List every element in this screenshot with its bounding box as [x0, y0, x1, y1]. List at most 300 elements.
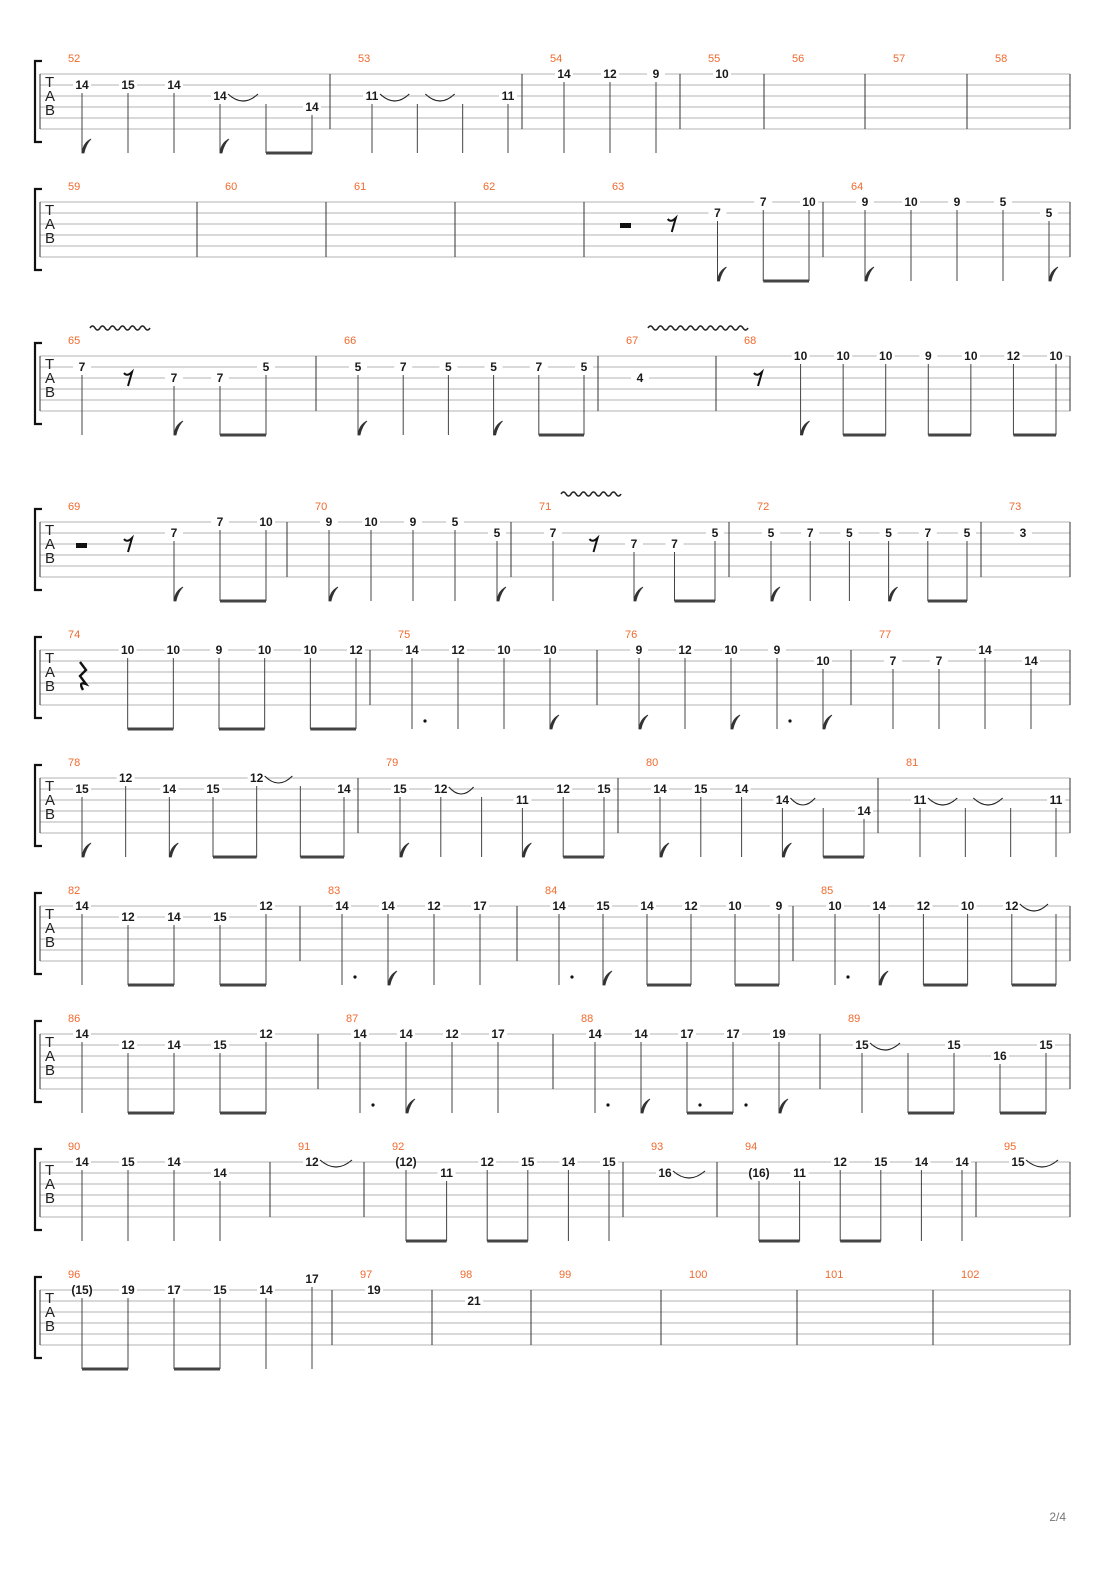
- fret-number: 9: [325, 515, 333, 529]
- page-number: 2/4: [1049, 1510, 1066, 1524]
- fret-number: 12: [451, 643, 465, 657]
- measure-number: 72: [757, 501, 770, 513]
- fret-number: 5: [262, 360, 270, 374]
- measure-number: 55: [708, 53, 721, 65]
- tie-arc: [380, 94, 409, 101]
- tie-arc: [928, 798, 957, 805]
- fret-number: 15: [1039, 1038, 1053, 1052]
- fret-number: 14: [213, 89, 227, 103]
- eighth-rest: [124, 538, 132, 552]
- fret-number: 14: [640, 899, 654, 913]
- fret-number: 7: [630, 537, 638, 551]
- tab-staff: [0, 496, 1110, 624]
- tab-clef-letter: A: [45, 1048, 56, 1065]
- fret-number: 12: [349, 643, 363, 657]
- fret-number: 19: [121, 1283, 135, 1297]
- measure-number: 90: [68, 1141, 81, 1153]
- tab-system: [0, 752, 1110, 880]
- measure-number: 61: [354, 181, 367, 193]
- fret-number: 12: [118, 771, 133, 785]
- fret-number: 10: [724, 643, 738, 657]
- tie-arc: [449, 787, 474, 794]
- note-flag: [782, 843, 791, 857]
- fret-number: 5: [490, 360, 497, 374]
- tie-arc: [320, 1160, 352, 1167]
- fret-number: 14: [872, 899, 886, 913]
- tie-arc: [673, 1171, 705, 1178]
- fret-number: 15: [121, 1155, 135, 1169]
- duration-dot: [788, 719, 791, 722]
- duration-dot: [423, 719, 426, 722]
- fret-number: 7: [216, 515, 224, 529]
- tab-staff: [0, 1008, 1110, 1136]
- fret-number: 14: [914, 1155, 929, 1169]
- tab-clef-letter: B: [45, 1190, 56, 1207]
- fret-number: 9: [635, 643, 643, 657]
- measure-number: 68: [744, 335, 757, 347]
- measure-number: 75: [398, 629, 411, 641]
- fret-number: 9: [953, 195, 961, 209]
- note-flag: [1049, 267, 1058, 281]
- note-flag: [641, 1099, 650, 1113]
- duration-dot: [353, 975, 356, 978]
- measure-number: 98: [460, 1269, 473, 1281]
- tab-staff: [0, 176, 1110, 304]
- fret-number: 10: [828, 899, 842, 913]
- fret-number: 14: [335, 899, 349, 913]
- fret-number: 14: [399, 1027, 413, 1041]
- fret-number: 14: [653, 782, 667, 796]
- half-rest: [620, 223, 631, 228]
- fret-number: 14: [381, 899, 395, 913]
- tie-arc: [228, 94, 258, 101]
- tab-clef-letter: A: [45, 216, 56, 233]
- fret-number: 7: [170, 371, 178, 385]
- tab-clef-letter: T: [45, 1162, 55, 1179]
- measure-number: 96: [68, 1269, 81, 1281]
- fret-number: 14: [557, 67, 571, 81]
- fret-number: 9: [215, 643, 223, 657]
- fret-number: 17: [305, 1272, 319, 1286]
- fret-number: 15: [855, 1038, 869, 1052]
- fret-number: 5: [445, 360, 452, 374]
- fret-number: 12: [121, 1038, 135, 1052]
- fret-number: 15: [213, 1038, 227, 1052]
- fret-number: 14: [162, 782, 177, 796]
- measure-number: 71: [539, 501, 552, 513]
- fret-number: 12: [249, 771, 264, 785]
- fret-number: 9: [409, 515, 417, 529]
- duration-dot: [698, 1103, 701, 1106]
- fret-number: 12: [678, 643, 692, 657]
- tab-clef-letter: T: [45, 778, 55, 795]
- fret-number: 14: [978, 643, 992, 657]
- tab-system: [0, 1264, 1110, 1392]
- fret-number: 14: [955, 1155, 969, 1169]
- note-flag: [779, 1099, 788, 1113]
- tab-system: [0, 330, 1110, 458]
- tab-clef-letter: T: [45, 906, 55, 923]
- note-flag: [718, 267, 727, 281]
- measure-number: 73: [1009, 501, 1022, 513]
- fret-number: 14: [259, 1283, 273, 1297]
- measure-number: 79: [386, 757, 399, 769]
- fret-number: 15: [947, 1038, 961, 1052]
- measure-number: 62: [483, 181, 496, 193]
- note-flag: [879, 971, 888, 985]
- fret-number: 14: [167, 78, 181, 92]
- fret-number: 7: [924, 526, 932, 540]
- system-bracket: [35, 1277, 42, 1358]
- system-bracket: [35, 509, 42, 590]
- tab-system: [0, 1008, 1110, 1136]
- tie-arc: [973, 798, 1002, 805]
- note-flag: [550, 715, 559, 729]
- fret-number: 3: [1019, 526, 1027, 540]
- fret-number: 11: [516, 793, 529, 807]
- fret-number: 10: [802, 195, 816, 209]
- fret-number: 9: [775, 899, 783, 913]
- fret-number: 10: [715, 67, 729, 81]
- fret-number: 19: [772, 1027, 786, 1041]
- note-flag: [865, 267, 874, 281]
- note-flag: [220, 139, 229, 153]
- note-flag: [406, 1099, 415, 1113]
- fret-number: 7: [216, 371, 224, 385]
- eighth-rest: [754, 372, 762, 386]
- fret-number: 15: [602, 1155, 616, 1169]
- note-flag: [494, 421, 503, 435]
- fret-number: 7: [935, 654, 943, 668]
- fret-number: 12: [259, 1027, 273, 1041]
- fret-number: 12: [556, 782, 570, 796]
- measure-number: 101: [825, 1269, 844, 1281]
- note-flag: [174, 421, 183, 435]
- measure-number: 91: [298, 1141, 311, 1153]
- fret-number: 14: [305, 100, 319, 114]
- note-flag: [358, 421, 367, 435]
- note-flag: [823, 715, 832, 729]
- fret-number: 10: [257, 643, 272, 657]
- measure-number: 60: [225, 181, 238, 193]
- eighth-rest: [124, 372, 132, 386]
- measure-number: 80: [646, 757, 659, 769]
- fret-number: 9: [861, 195, 869, 209]
- measure-number: 92: [392, 1141, 405, 1153]
- fret-number: 7: [889, 654, 897, 668]
- fret-number: 14: [857, 804, 871, 818]
- tab-staff: [0, 1136, 1110, 1264]
- fret-number: 15: [597, 782, 611, 796]
- fret-number: 14: [75, 78, 89, 92]
- fret-number: 7: [399, 360, 407, 374]
- tab-staff: [0, 752, 1110, 880]
- fret-number: 15: [393, 782, 407, 796]
- fret-number: 5: [999, 195, 1007, 209]
- eighth-rest: [590, 538, 598, 552]
- tab-clef-letter: T: [45, 74, 55, 91]
- fret-number: 15: [121, 78, 135, 92]
- measure-number: 100: [689, 1269, 708, 1281]
- measure-number: 58: [995, 53, 1008, 65]
- fret-number: 7: [671, 537, 678, 551]
- tab-staff: [0, 880, 1110, 1008]
- tie-arc: [790, 798, 815, 805]
- fret-number: 15: [206, 782, 220, 796]
- fret-number: 15: [596, 899, 610, 913]
- note-flag: [639, 715, 648, 729]
- fret-number: 15: [213, 910, 227, 924]
- measure-number: 78: [68, 757, 81, 769]
- fret-number: 12: [684, 899, 698, 913]
- note-flag: [603, 971, 612, 985]
- note-flag: [660, 843, 669, 857]
- tab-clef-letter: T: [45, 1034, 55, 1051]
- tab-system: [0, 176, 1110, 304]
- fret-number: 12: [305, 1155, 319, 1169]
- fret-number: 7: [714, 206, 721, 220]
- fret-number: 17: [680, 1027, 694, 1041]
- fret-number: 14: [734, 782, 749, 796]
- tab-clef-letter: B: [45, 1318, 56, 1335]
- measure-number: 99: [559, 1269, 572, 1281]
- fret-number: 14: [75, 899, 89, 913]
- fret-number: 7: [535, 360, 543, 374]
- measure-number: 102: [961, 1269, 980, 1281]
- note-flag: [174, 587, 183, 601]
- fret-number: 11: [501, 89, 515, 103]
- fret-number: (15): [71, 1283, 93, 1297]
- measure-number: 63: [612, 181, 625, 193]
- fret-number: 14: [167, 1155, 181, 1169]
- tab-clef-letter: A: [45, 370, 56, 387]
- fret-number: 9: [773, 643, 781, 657]
- tab-clef-letter: A: [45, 1176, 56, 1193]
- tab-clef-letter: T: [45, 650, 55, 667]
- fret-number: 9: [652, 67, 660, 81]
- fret-number: (16): [748, 1166, 770, 1180]
- tab-clef-letter: T: [45, 1290, 55, 1307]
- fret-number: 7: [806, 526, 814, 540]
- note-flag: [522, 843, 531, 857]
- note-flag: [731, 715, 740, 729]
- fret-number: 10: [816, 654, 830, 668]
- measure-number: 74: [68, 629, 81, 641]
- fret-number: 10: [836, 349, 850, 363]
- tie-arc: [425, 94, 454, 101]
- fret-number: 15: [874, 1155, 888, 1169]
- fret-number: 10: [259, 515, 273, 529]
- fret-number: 17: [473, 899, 487, 913]
- fret-number: 11: [793, 1166, 806, 1180]
- fret-number: 15: [521, 1155, 535, 1169]
- duration-dot: [371, 1103, 374, 1106]
- tab-clef-letter: T: [45, 356, 55, 373]
- fret-number: 11: [913, 793, 927, 807]
- system-bracket: [35, 189, 42, 270]
- fret-number: 17: [167, 1283, 181, 1297]
- measure-number: 88: [581, 1013, 594, 1025]
- fret-number: 12: [833, 1155, 847, 1169]
- tie-arc: [870, 1043, 900, 1050]
- fret-number: 12: [916, 899, 931, 913]
- tab-clef-letter: B: [45, 1062, 56, 1079]
- note-flag: [169, 843, 178, 857]
- fret-number: 16: [993, 1049, 1007, 1063]
- fret-number: 14: [167, 1038, 181, 1052]
- measure-number: 84: [545, 885, 558, 897]
- fret-number: (12): [395, 1155, 417, 1169]
- tie-arc: [265, 776, 293, 783]
- measure-number: 59: [68, 181, 81, 193]
- half-rest: [76, 543, 87, 548]
- tab-staff: [0, 48, 1110, 176]
- tab-clef-letter: T: [45, 522, 55, 539]
- tab-clef-letter: A: [45, 920, 56, 937]
- vibrato-mark: [90, 326, 150, 330]
- measure-number: 77: [879, 629, 892, 641]
- duration-dot: [606, 1103, 609, 1106]
- fret-number: 12: [259, 899, 273, 913]
- note-flag: [82, 843, 91, 857]
- quarter-rest: [80, 662, 86, 690]
- fret-number: 15: [75, 782, 89, 796]
- tab-staff: [0, 1264, 1110, 1392]
- tab-clef-letter: B: [45, 102, 56, 119]
- fret-number: 15: [213, 1283, 227, 1297]
- duration-dot: [744, 1103, 747, 1106]
- duration-dot: [570, 975, 573, 978]
- fret-number: 12: [427, 899, 441, 913]
- measure-number: 70: [315, 501, 328, 513]
- measure-number: 57: [893, 53, 906, 65]
- system-bracket: [35, 893, 42, 974]
- measure-number: 94: [745, 1141, 758, 1153]
- fret-number: 14: [775, 793, 790, 807]
- note-flag: [82, 139, 91, 153]
- tab-clef-letter: A: [45, 88, 56, 105]
- measure-number: 53: [358, 53, 371, 65]
- measure-number: 97: [360, 1269, 373, 1281]
- tab-clef-letter: B: [45, 934, 56, 951]
- fret-number: 10: [1049, 349, 1063, 363]
- tab-clef-letter: A: [45, 536, 56, 553]
- fret-number: 11: [1049, 793, 1063, 807]
- fret-number: 14: [1024, 654, 1038, 668]
- fret-number: 10: [960, 899, 975, 913]
- tab-clef-letter: A: [45, 792, 56, 809]
- fret-number: 5: [885, 526, 892, 540]
- fret-number: 7: [549, 526, 557, 540]
- tab-staff: [0, 624, 1110, 752]
- eighth-rest: [668, 218, 676, 232]
- measure-number: 87: [346, 1013, 359, 1025]
- fret-number: 10: [879, 349, 893, 363]
- fret-number: 15: [1011, 1155, 1025, 1169]
- fret-number: 11: [365, 89, 379, 103]
- tab-clef-letter: B: [45, 384, 56, 401]
- fret-number: 5: [711, 526, 719, 540]
- fret-number: 10: [728, 899, 742, 913]
- measure-number: 67: [626, 335, 639, 347]
- fret-number: 10: [497, 643, 511, 657]
- tab-clef-letter: B: [45, 230, 56, 247]
- tab-clef-letter: A: [45, 664, 56, 681]
- fret-number: 12: [434, 782, 448, 796]
- system-bracket: [35, 765, 42, 846]
- tab-system: [0, 48, 1110, 176]
- fret-number: 17: [726, 1027, 740, 1041]
- tie-arc: [1026, 1160, 1058, 1167]
- fret-number: 4: [636, 371, 644, 385]
- measure-number: 76: [625, 629, 638, 641]
- tab-system: [0, 880, 1110, 1008]
- system-bracket: [35, 1149, 42, 1230]
- tie-arc: [1020, 904, 1048, 911]
- fret-number: 5: [767, 526, 775, 540]
- note-flag: [497, 587, 506, 601]
- measure-number: 54: [550, 53, 563, 65]
- fret-number: 12: [603, 67, 617, 81]
- fret-number: 7: [170, 526, 178, 540]
- fret-number: 11: [440, 1166, 453, 1180]
- measure-number: 64: [851, 181, 864, 193]
- note-flag: [400, 843, 409, 857]
- fret-number: 21: [467, 1294, 481, 1308]
- fret-number: 7: [759, 195, 767, 209]
- fret-number: 9: [924, 349, 932, 363]
- measure-number: 69: [68, 501, 81, 513]
- fret-number: 10: [166, 643, 181, 657]
- note-flag: [634, 587, 643, 601]
- fret-number: 14: [588, 1027, 602, 1041]
- fret-number: 15: [694, 782, 708, 796]
- measure-number: 85: [821, 885, 834, 897]
- system-bracket: [35, 343, 42, 424]
- system-bracket: [35, 1021, 42, 1102]
- measure-number: 81: [906, 757, 919, 769]
- fret-number: 12: [480, 1155, 494, 1169]
- tab-staff: [0, 330, 1110, 458]
- tab-clef-letter: B: [45, 806, 56, 823]
- note-flag: [388, 971, 397, 985]
- measure-number: 93: [651, 1141, 664, 1153]
- tab-clef-letter: A: [45, 1304, 56, 1321]
- fret-number: 5: [451, 515, 459, 529]
- measure-number: 56: [792, 53, 805, 65]
- fret-number: 5: [354, 360, 362, 374]
- fret-number: 10: [364, 515, 378, 529]
- measure-number: 89: [848, 1013, 861, 1025]
- tab-system: [0, 1136, 1110, 1264]
- tab-clef-letter: B: [45, 550, 56, 567]
- fret-number: 12: [1005, 899, 1019, 913]
- vibrato-mark: [648, 326, 748, 330]
- fret-number: 12: [121, 910, 135, 924]
- note-flag: [329, 587, 338, 601]
- vibrato-mark: [561, 492, 621, 496]
- fret-number: 10: [543, 643, 557, 657]
- fret-number: 14: [561, 1155, 576, 1169]
- measure-number: 86: [68, 1013, 81, 1025]
- fret-number: 19: [367, 1283, 381, 1297]
- fret-number: 10: [120, 643, 135, 657]
- tab-system: [0, 624, 1110, 752]
- fret-number: 14: [167, 910, 181, 924]
- measure-number: 95: [1004, 1141, 1017, 1153]
- duration-dot: [846, 975, 849, 978]
- tab-system: [0, 496, 1110, 624]
